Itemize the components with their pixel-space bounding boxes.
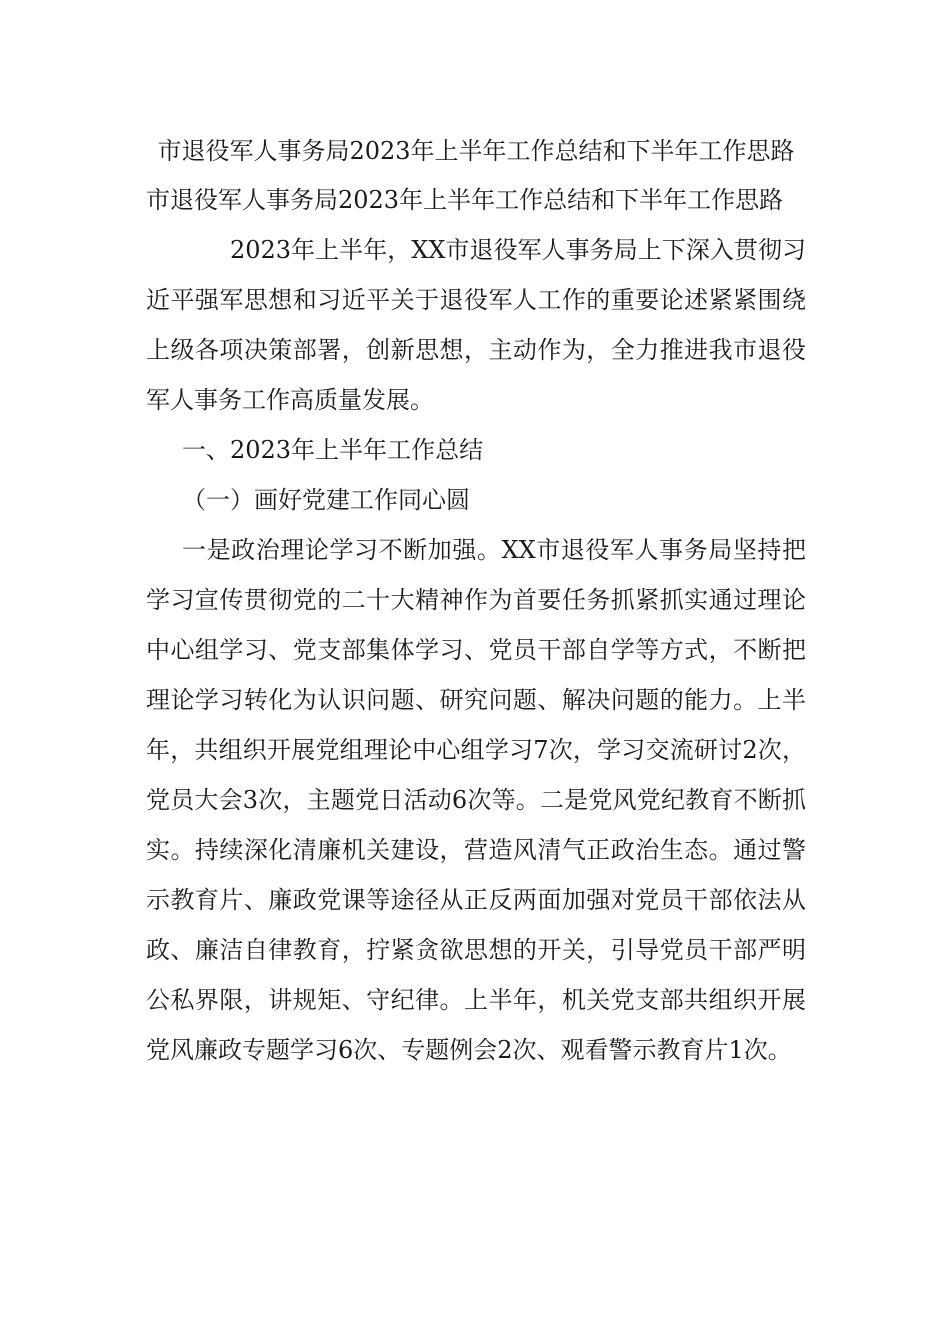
body-paragraph: 一是政治理论学习不断加强。XX市退役军人事务局坚持把学习宣传贯彻党的二十大精神作为首要任务抓紧抓实通过理论中心组学习、党支部集体学习、党员干部自学等方式，不断把理论学习转化为认识问题、研究问题、解决问题的能力。上半年，共组织开展党组理论中心组学习7次，学习交流研讨2次，党员大会3次，主题党日活动6次等。二是党风党纪教育不断抓实。持续深化清廉机关建设，营造风清气正政治生态。通过警示教育片、廉政党课等途径从正反两面加强对党员干部依法从政、廉洁自律教育，拧紧贪欲思想的开关，引导党员干部严明公私界限，讲规矩、守纪律。上半年，机关党支部共组织开展党风廉政专题学习6次、专题例会2次、观看警示教育片1次。 [146,536,806,1064]
document-subtitle: 市退役军人事务局2023年上半年工作总结和下半年工作思路 [146,186,784,214]
intro-paragraph: 2023年上半年，XX市退役军人事务局上下深入贯彻习近平强军思想和习近平关于退役军人工作的重要论述紧紧围绕上级各项决策部署，创新思想，主动作为，全力推进我市退役军人事务工作高质量发展。 [146,236,806,414]
section-heading: 一、2023年上半年工作总结 [182,436,484,464]
document-content [146,128,806,1075]
document-title: 市退役军人事务局2023年上半年工作总结和下半年工作思路 [157,137,795,165]
subsection-heading: （一）画好党建工作同心圆 [182,486,470,514]
